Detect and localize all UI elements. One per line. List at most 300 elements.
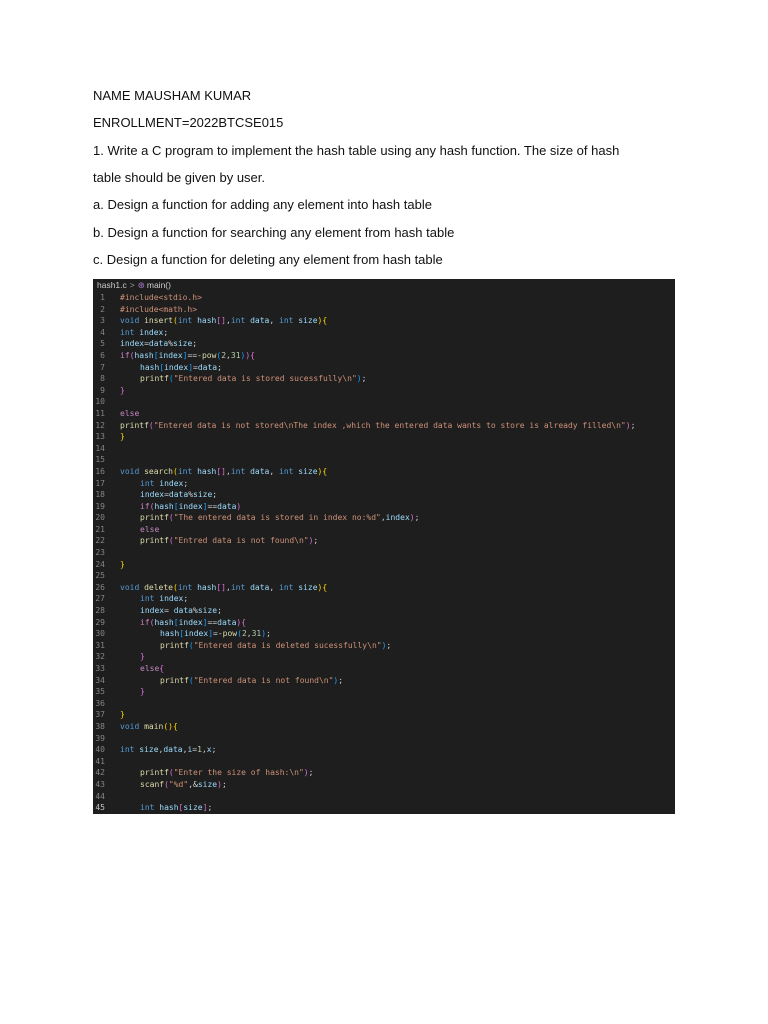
code-token: = bbox=[192, 745, 198, 755]
code-line bbox=[93, 338, 675, 350]
code-token: index bbox=[178, 501, 203, 511]
code-content bbox=[120, 686, 145, 698]
code-token: index bbox=[140, 606, 165, 616]
code-token: { bbox=[250, 350, 255, 360]
code-token: } bbox=[120, 432, 125, 442]
code-line bbox=[93, 559, 675, 571]
code-token: hash bbox=[140, 362, 160, 372]
code-token: = bbox=[164, 490, 169, 500]
code-token: , bbox=[380, 513, 386, 523]
question-text-line-2: table should be given by user. bbox=[93, 170, 266, 185]
code-token: ( bbox=[168, 536, 174, 546]
code-token: = bbox=[144, 339, 149, 349]
code-token: size bbox=[173, 339, 193, 349]
line-number: 34 bbox=[95, 675, 105, 685]
code-token: ) bbox=[409, 513, 415, 523]
code-token: ( bbox=[168, 768, 174, 778]
code-token: "The entered data is stored in index no:%d" bbox=[173, 513, 381, 523]
line-number: 4 bbox=[100, 327, 105, 337]
line-number: 27 bbox=[95, 594, 105, 604]
code-token: 2 bbox=[241, 629, 247, 639]
breadcrumb-symbol: main() bbox=[146, 280, 171, 290]
code-token: int bbox=[140, 803, 160, 813]
code-content bbox=[120, 373, 366, 385]
question-part-c: c. Design a function for deleting any element from hash table bbox=[93, 252, 443, 267]
code-line bbox=[93, 733, 675, 745]
code-token: int bbox=[140, 478, 160, 488]
code-content bbox=[120, 605, 222, 617]
code-token: ( bbox=[148, 420, 154, 430]
code-token: ( bbox=[149, 501, 155, 511]
code-token: index bbox=[164, 362, 189, 372]
code-content bbox=[120, 466, 327, 478]
code-token: hash bbox=[160, 629, 180, 639]
code-token: ) bbox=[625, 420, 631, 430]
code-content bbox=[120, 478, 188, 490]
code-token: index bbox=[385, 513, 410, 523]
code-content bbox=[120, 385, 125, 397]
code-area bbox=[93, 292, 675, 814]
code-token: ) bbox=[236, 617, 242, 627]
code-token: ; bbox=[338, 675, 344, 685]
code-token: , bbox=[226, 316, 231, 326]
line-number: 8 bbox=[100, 374, 105, 384]
enrollment-number: ENROLLMENT=2022BTCSE015 bbox=[93, 115, 284, 130]
code-token: size bbox=[139, 745, 159, 755]
line-number: 25 bbox=[95, 571, 105, 581]
code-token: [ bbox=[153, 350, 159, 360]
line-number: 13 bbox=[95, 432, 105, 442]
code-line bbox=[93, 570, 675, 582]
code-content bbox=[120, 350, 255, 362]
code-token: "Entered data is stored sucessfully\n" bbox=[173, 374, 357, 384]
code-token: ( bbox=[164, 779, 169, 789]
code-line bbox=[93, 640, 675, 652]
code-token: else bbox=[140, 664, 160, 673]
code-token: hash bbox=[154, 617, 174, 627]
code-content bbox=[120, 744, 216, 756]
code-token: % bbox=[168, 339, 174, 349]
code-token: ] bbox=[202, 501, 208, 511]
code-token: index bbox=[120, 339, 145, 349]
code-line bbox=[93, 512, 675, 524]
code-line bbox=[93, 443, 675, 455]
code-token: ) bbox=[317, 316, 323, 326]
code-token: size bbox=[298, 316, 318, 326]
code-token: delete bbox=[144, 582, 173, 592]
code-token: , bbox=[269, 466, 279, 476]
code-line bbox=[93, 802, 675, 814]
code-token: } bbox=[140, 652, 145, 662]
code-token: , bbox=[246, 629, 252, 639]
code-token: #include<stdio.h> bbox=[120, 293, 202, 302]
code-content bbox=[120, 628, 271, 640]
code-token: insert bbox=[144, 316, 173, 326]
code-token: ; bbox=[361, 374, 367, 384]
line-number: 31 bbox=[95, 640, 105, 650]
code-token: ; bbox=[207, 803, 213, 813]
code-token: [ bbox=[159, 362, 165, 372]
code-line bbox=[93, 501, 675, 513]
code-token: if bbox=[120, 350, 130, 360]
code-token: printf bbox=[140, 768, 169, 778]
code-content bbox=[120, 779, 227, 791]
code-token: , bbox=[182, 745, 188, 755]
code-token: = bbox=[164, 606, 174, 616]
code-token: } bbox=[140, 687, 145, 697]
code-token: size bbox=[197, 779, 218, 789]
code-token: { bbox=[159, 664, 165, 673]
code-token: pow bbox=[222, 629, 238, 639]
line-number: 16 bbox=[95, 466, 105, 476]
line-number: 21 bbox=[95, 524, 105, 534]
code-token: ] bbox=[182, 350, 188, 360]
code-token: ; bbox=[266, 629, 271, 639]
code-token: , bbox=[188, 779, 194, 789]
code-token: [ bbox=[173, 501, 179, 511]
code-token: "Enter the size of hash:\n" bbox=[173, 768, 304, 778]
code-token: index bbox=[139, 327, 164, 337]
code-content bbox=[120, 721, 178, 733]
code-token: else bbox=[140, 524, 160, 534]
code-content bbox=[120, 327, 168, 339]
code-token: "Entered data is not found\n" bbox=[193, 675, 334, 685]
code-content bbox=[120, 675, 343, 687]
code-content bbox=[120, 431, 125, 443]
code-token: , bbox=[158, 745, 164, 755]
code-token: } bbox=[120, 385, 125, 395]
code-content bbox=[120, 304, 197, 316]
line-number: 29 bbox=[95, 617, 105, 627]
code-line bbox=[93, 675, 675, 687]
line-number: 14 bbox=[95, 443, 105, 453]
code-content bbox=[120, 802, 212, 814]
code-line bbox=[93, 535, 675, 547]
code-content bbox=[120, 559, 125, 571]
code-line bbox=[93, 698, 675, 710]
code-line bbox=[93, 327, 675, 339]
student-name: NAME MAUSHAM KUMAR bbox=[93, 88, 252, 103]
code-content bbox=[120, 315, 327, 327]
code-content bbox=[120, 408, 139, 420]
code-token: void bbox=[120, 721, 145, 731]
code-token: int bbox=[140, 594, 160, 604]
code-token: ) bbox=[217, 779, 222, 789]
breadcrumb-separator: > bbox=[129, 280, 135, 290]
code-token: { bbox=[241, 617, 247, 627]
code-token: data bbox=[250, 316, 270, 326]
code-token: ( bbox=[216, 350, 222, 360]
line-number: 17 bbox=[95, 478, 105, 488]
code-line bbox=[93, 651, 675, 663]
code-token: ) bbox=[356, 374, 362, 384]
code-token: ; bbox=[386, 640, 392, 650]
code-token: index bbox=[158, 350, 183, 360]
code-token: ) bbox=[245, 350, 251, 360]
code-token: { bbox=[322, 582, 328, 592]
code-token: size bbox=[183, 803, 203, 813]
code-content bbox=[120, 663, 164, 675]
code-token: ) bbox=[317, 582, 323, 592]
question-part-a: a. Design a function for adding any element into hash table bbox=[93, 197, 432, 212]
code-line bbox=[93, 744, 675, 756]
editor-breadcrumb bbox=[93, 279, 675, 292]
code-line bbox=[93, 779, 675, 791]
code-token: 2 bbox=[221, 350, 227, 360]
code-content bbox=[120, 501, 241, 513]
code-token: ; bbox=[212, 490, 218, 500]
code-token: void bbox=[120, 316, 145, 326]
code-token: ; bbox=[192, 339, 198, 349]
code-token: [] bbox=[216, 466, 226, 476]
code-token: "Entred data is not found\n" bbox=[173, 536, 309, 546]
code-token: , bbox=[226, 582, 231, 592]
code-token: printf bbox=[160, 675, 189, 685]
code-line bbox=[93, 292, 675, 304]
code-line bbox=[93, 362, 675, 374]
code-token: ==- bbox=[187, 350, 202, 360]
code-token: main bbox=[144, 721, 164, 731]
code-token: size bbox=[298, 582, 318, 592]
code-token: , bbox=[201, 745, 207, 755]
code-token: data bbox=[173, 606, 193, 616]
line-number: 36 bbox=[95, 698, 105, 708]
code-token: , bbox=[226, 350, 231, 360]
code-content bbox=[120, 292, 202, 304]
code-content bbox=[120, 362, 222, 374]
code-token: ) bbox=[381, 640, 387, 650]
line-number: 12 bbox=[95, 420, 105, 430]
line-number: 3 bbox=[100, 316, 105, 326]
code-token: printf bbox=[140, 513, 169, 523]
line-number: 24 bbox=[95, 559, 105, 569]
code-line bbox=[93, 593, 675, 605]
code-token: ) bbox=[308, 536, 314, 546]
code-token: int bbox=[120, 327, 140, 337]
code-token: ; bbox=[183, 594, 189, 604]
code-token: data bbox=[250, 466, 270, 476]
line-number: 20 bbox=[95, 513, 105, 523]
line-number: 37 bbox=[95, 710, 105, 720]
code-token: () bbox=[163, 721, 173, 731]
code-token: data bbox=[197, 362, 218, 372]
code-token: index bbox=[184, 629, 209, 639]
line-number: 41 bbox=[95, 756, 105, 766]
code-token: hash bbox=[197, 582, 217, 592]
code-token: hash bbox=[197, 466, 217, 476]
code-line bbox=[93, 663, 675, 675]
breadcrumb-file: hash1.c bbox=[97, 280, 127, 290]
code-token: int bbox=[230, 466, 251, 476]
code-token: ; bbox=[163, 327, 169, 337]
code-token: ) bbox=[317, 466, 323, 476]
code-token: printf bbox=[160, 640, 189, 650]
code-token: } bbox=[120, 559, 125, 569]
code-token: int bbox=[279, 316, 299, 326]
code-line bbox=[93, 304, 675, 316]
code-token: "%d" bbox=[168, 779, 189, 789]
question-part-b: b. Design a function for searching any element from hash table bbox=[93, 225, 455, 240]
code-token: data bbox=[217, 617, 237, 627]
code-token: index bbox=[178, 617, 203, 627]
line-number: 35 bbox=[95, 687, 105, 697]
code-line bbox=[93, 709, 675, 721]
code-token: ; bbox=[313, 536, 319, 546]
code-token: , bbox=[269, 316, 279, 326]
code-token: ; bbox=[217, 362, 222, 372]
code-token: hash bbox=[197, 316, 217, 326]
code-line bbox=[93, 373, 675, 385]
code-line bbox=[93, 767, 675, 779]
code-token: data bbox=[163, 745, 183, 755]
code-token: int bbox=[177, 582, 198, 592]
code-token: "Entered data is deleted sucessfully\n" bbox=[193, 640, 382, 650]
line-number: 2 bbox=[100, 304, 105, 314]
code-content bbox=[120, 338, 197, 350]
code-token: int bbox=[177, 466, 198, 476]
code-token: int bbox=[279, 466, 299, 476]
line-number: 7 bbox=[100, 362, 105, 372]
code-line bbox=[93, 617, 675, 629]
line-number: 45 bbox=[95, 803, 105, 813]
code-content bbox=[120, 593, 188, 605]
code-content bbox=[120, 582, 327, 594]
code-token: if bbox=[140, 617, 150, 627]
code-token: index bbox=[140, 490, 165, 500]
code-token: pow bbox=[201, 350, 217, 360]
line-number: 42 bbox=[95, 768, 105, 778]
code-token: ( bbox=[168, 374, 174, 384]
code-token: ( bbox=[173, 466, 178, 476]
code-line bbox=[93, 350, 675, 362]
code-token: % bbox=[193, 606, 198, 616]
code-line bbox=[93, 385, 675, 397]
line-number: 5 bbox=[100, 339, 105, 349]
code-token: == bbox=[207, 501, 218, 511]
code-token: ; bbox=[217, 606, 222, 616]
code-token: { bbox=[173, 721, 178, 731]
line-number: 10 bbox=[95, 397, 105, 407]
line-number: 23 bbox=[95, 548, 105, 558]
code-token: ) bbox=[261, 629, 267, 639]
code-token: = bbox=[193, 362, 198, 372]
code-token: printf bbox=[120, 420, 149, 430]
line-number: 40 bbox=[95, 745, 105, 755]
code-line bbox=[93, 420, 675, 432]
line-number: 33 bbox=[95, 664, 105, 673]
code-token: void bbox=[120, 582, 145, 592]
code-token: search bbox=[144, 466, 173, 476]
line-number: 18 bbox=[95, 490, 105, 500]
code-token: data bbox=[217, 501, 237, 511]
code-line bbox=[93, 408, 675, 420]
code-token: ; bbox=[414, 513, 420, 523]
code-token: ; bbox=[183, 478, 189, 488]
function-symbol-icon: ⊛ bbox=[137, 280, 145, 290]
code-token: "Entered data is not stored\nThe index ,which the entered data wants to store is already filled\n" bbox=[153, 420, 626, 430]
code-line bbox=[93, 396, 675, 408]
code-token: ] bbox=[208, 629, 214, 639]
code-token: [] bbox=[216, 582, 226, 592]
code-token: ( bbox=[149, 617, 155, 627]
code-line bbox=[93, 315, 675, 327]
code-line bbox=[93, 628, 675, 640]
code-token: else bbox=[120, 408, 140, 418]
line-number: 39 bbox=[95, 733, 105, 743]
code-line bbox=[93, 466, 675, 478]
code-line bbox=[93, 582, 675, 594]
line-number: 43 bbox=[95, 779, 105, 789]
code-token: data bbox=[148, 339, 169, 349]
code-line bbox=[93, 721, 675, 733]
code-token: ) bbox=[236, 501, 242, 511]
code-token: ) bbox=[303, 768, 309, 778]
code-token: hash bbox=[159, 803, 179, 813]
line-number: 1 bbox=[100, 293, 105, 302]
code-token: printf bbox=[140, 536, 169, 546]
code-token: % bbox=[188, 490, 194, 500]
code-content bbox=[120, 524, 159, 536]
code-content bbox=[120, 709, 125, 721]
code-content bbox=[120, 651, 145, 663]
code-line bbox=[93, 756, 675, 768]
code-token: data bbox=[250, 582, 270, 592]
line-number: 22 bbox=[95, 536, 105, 546]
code-token: , bbox=[226, 466, 231, 476]
code-token: [ bbox=[173, 617, 179, 627]
code-token: ( bbox=[168, 513, 174, 523]
code-line bbox=[93, 791, 675, 803]
code-token: size bbox=[197, 606, 218, 616]
code-token: int bbox=[279, 582, 299, 592]
code-token: void bbox=[120, 466, 145, 476]
code-token: data bbox=[168, 490, 189, 500]
code-token: ) bbox=[333, 675, 339, 685]
code-content bbox=[120, 535, 318, 547]
code-line bbox=[93, 524, 675, 536]
code-token: == bbox=[207, 617, 218, 627]
code-token: 1 bbox=[197, 745, 202, 755]
code-line bbox=[93, 478, 675, 490]
line-number: 6 bbox=[100, 350, 105, 360]
code-content bbox=[120, 617, 246, 629]
code-line bbox=[93, 489, 675, 501]
code-line bbox=[93, 605, 675, 617]
code-token: [ bbox=[178, 803, 184, 813]
line-number: 19 bbox=[95, 501, 105, 511]
code-token: size bbox=[298, 466, 318, 476]
code-content bbox=[120, 512, 419, 524]
code-editor-screenshot bbox=[93, 279, 675, 814]
code-token: ; bbox=[221, 779, 227, 789]
code-token: ( bbox=[173, 316, 178, 326]
code-token: index bbox=[159, 478, 184, 488]
line-number: 11 bbox=[95, 408, 105, 418]
line-number: 28 bbox=[95, 606, 105, 616]
code-token: , bbox=[269, 582, 279, 592]
code-token: & bbox=[193, 779, 198, 789]
code-line bbox=[93, 454, 675, 466]
line-number: 26 bbox=[95, 582, 105, 592]
code-content bbox=[120, 767, 313, 779]
code-content bbox=[120, 640, 391, 652]
line-number: 38 bbox=[95, 721, 105, 731]
code-token: ( bbox=[129, 350, 135, 360]
code-token: [ bbox=[179, 629, 185, 639]
code-token: int bbox=[177, 316, 198, 326]
code-token: ] bbox=[202, 617, 208, 627]
code-line bbox=[93, 431, 675, 443]
